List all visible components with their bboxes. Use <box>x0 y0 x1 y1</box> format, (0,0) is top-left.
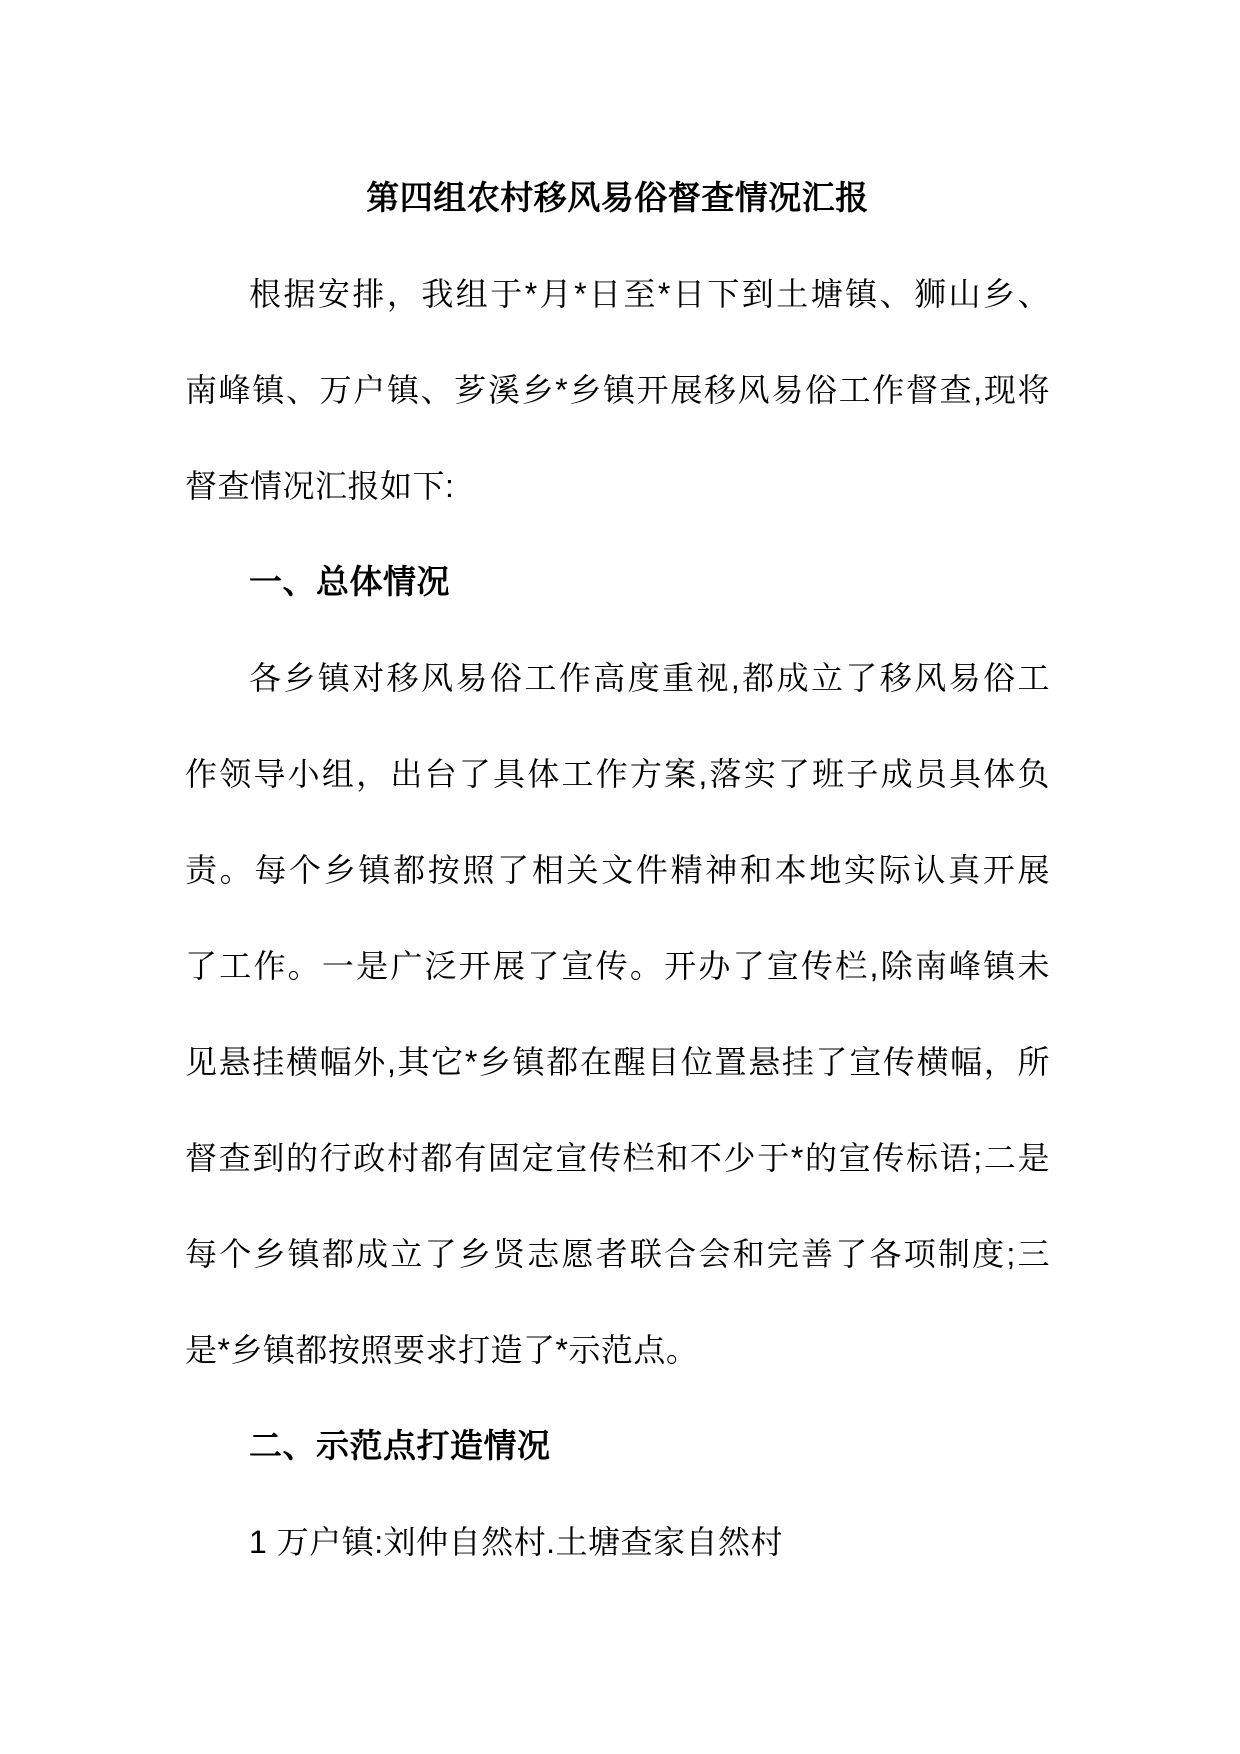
paragraph-2-line-5: 见悬挂横幅外,其它*乡镇都在醒目位置悬挂了宣传横幅，所 <box>185 1044 1050 1080</box>
paragraph-1-line-3: 督查情况汇报如下: <box>185 468 455 504</box>
paragraph-1-line-1: 根据安排，我组于*月*日至*日下到土塘镇、狮山乡、 <box>249 276 1050 312</box>
paragraph-2-line-7: 每个乡镇都成立了乡贤志愿者联合会和完善了各项制度;三 <box>185 1236 1050 1272</box>
document-title: 第四组农村移风易俗督查情况汇报 <box>366 179 869 216</box>
paragraph-2-line-8: 是*乡镇都按照要求打造了*示范点。 <box>185 1332 699 1368</box>
paragraph-2-line-3: 责。每个乡镇都按照了相关文件精神和本地实际认真开展 <box>185 852 1050 888</box>
document-content <box>185 150 1050 1590</box>
section-heading-1: 一、总体情况 <box>249 563 450 600</box>
section-heading-2: 二、示范点打造情况 <box>249 1427 551 1464</box>
paragraph-3-line-1: 1 万户镇:刘仲自然村.土塘查家自然村 <box>249 1524 783 1560</box>
paragraph-1-line-2: 南峰镇、万户镇、芗溪乡*乡镇开展移风易俗工作督查,现将 <box>185 372 1050 408</box>
paragraph-2-line-6: 督查到的行政村都有固定宣传栏和不少于*的宣传标语;二是 <box>185 1140 1050 1176</box>
paragraph-2-line-2: 作领导小组，出台了具体工作方案,落实了班子成员具体负 <box>185 756 1050 792</box>
paragraph-2-line-4: 了工作。一是广泛开展了宣传。开办了宣传栏,除南峰镇未 <box>185 948 1050 984</box>
paragraph-2-line-1: 各乡镇对移风易俗工作高度重视,都成立了移风易俗工 <box>249 660 1050 696</box>
